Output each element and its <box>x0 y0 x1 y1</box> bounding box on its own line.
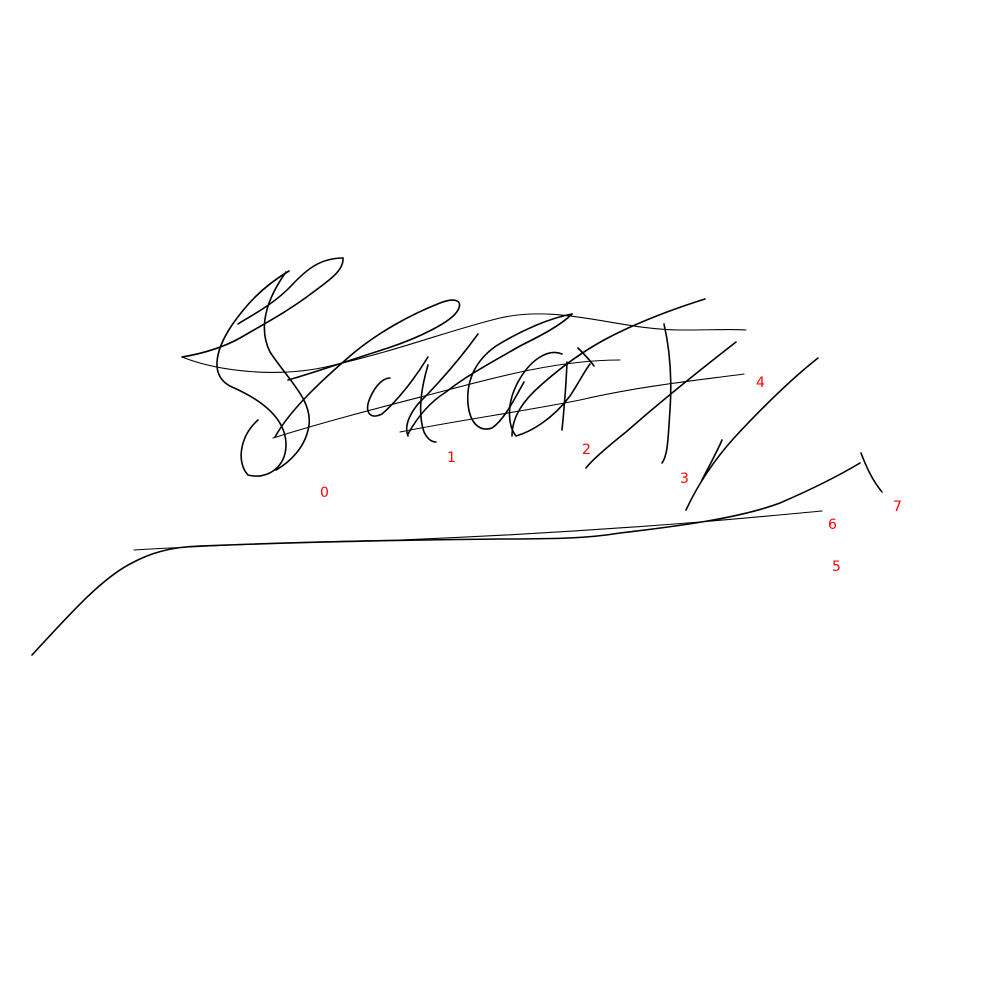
stroke-label-0: 0 <box>320 485 329 501</box>
signature-j-cross-stroke <box>586 342 736 468</box>
signature-slash-stroke <box>686 358 818 510</box>
signature-u-stroke <box>275 300 460 437</box>
stroke-1 <box>275 300 478 442</box>
stroke-7 <box>861 453 882 492</box>
stroke-label-7: 7 <box>893 499 902 515</box>
signature-u-tail-stroke <box>421 365 436 442</box>
signature-a-bowl-stroke <box>510 352 591 436</box>
signature-slash-small-stroke <box>702 440 722 480</box>
stroke-0 <box>182 258 343 476</box>
stroke-label-4: 4 <box>756 375 765 391</box>
stroke-label-1: 1 <box>447 450 456 466</box>
stroke-label-5: 5 <box>832 559 841 575</box>
signature-loop-s-stroke <box>217 271 289 476</box>
signature-top-swoop-stroke <box>238 258 343 324</box>
stroke-label-3: 3 <box>680 471 689 487</box>
signature-tick-stroke <box>861 453 882 492</box>
signature-a-tail-stroke <box>562 362 567 430</box>
stroke-5 <box>32 463 860 655</box>
signature-j-stroke <box>662 324 671 463</box>
stroke-2 <box>408 314 594 436</box>
signature-u-body-stroke <box>368 357 428 416</box>
signature-underline-stroke <box>32 463 860 655</box>
signature-diagonal-mid-stroke <box>400 374 744 432</box>
stroke-label-6: 6 <box>828 517 837 533</box>
signature-cross-stroke <box>182 258 343 357</box>
stroke-label-2: 2 <box>582 442 591 458</box>
